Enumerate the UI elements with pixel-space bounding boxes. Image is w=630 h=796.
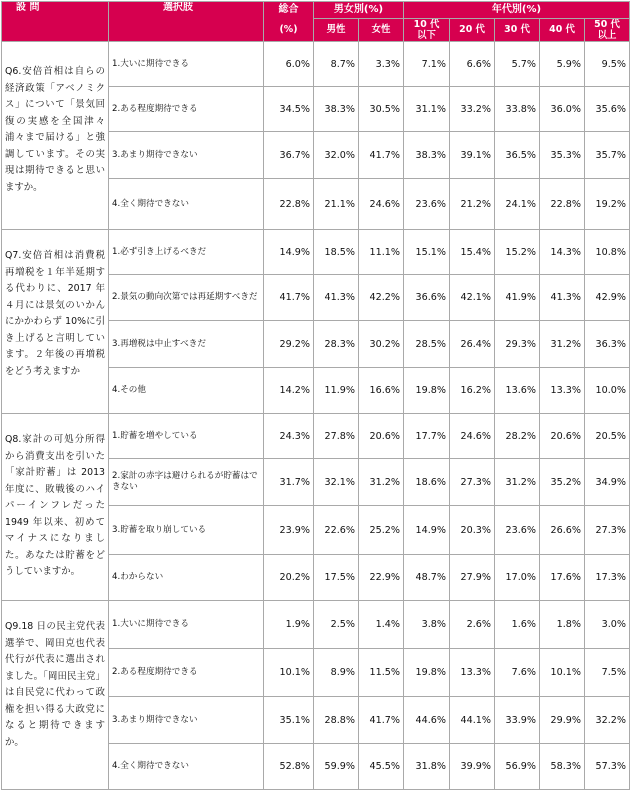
value-cell-total: 1.9%	[264, 601, 314, 649]
age-50s-line2: 以上	[597, 30, 617, 41]
choice-cell: 2.家計の赤字は避けられるが貯蓄はできない	[109, 459, 264, 506]
value-cell-a40: 13.3%	[540, 368, 585, 414]
value-cell-a50: 35.7%	[585, 132, 630, 179]
value-cell-a20: 39.9%	[450, 744, 495, 790]
value-cell-a30: 15.2%	[495, 230, 540, 275]
value-cell-male: 28.8%	[314, 697, 359, 744]
value-cell-a40: 41.3%	[540, 275, 585, 321]
age-30s-header: 30 代	[495, 19, 540, 42]
question-cell	[2, 42, 109, 230]
value-cell-a20: 15.4%	[450, 230, 495, 275]
value-cell-a50: 42.9%	[585, 275, 630, 321]
age-10s-line2: 以下	[417, 30, 436, 41]
value-cell-a20: 24.6%	[450, 414, 495, 459]
age-40s-header: 40 代	[540, 19, 585, 42]
table-body	[2, 42, 630, 790]
value-cell-a10: 14.9%	[404, 506, 450, 555]
value-cell-male: 41.3%	[314, 275, 359, 321]
value-cell-a30: 7.6%	[495, 649, 540, 697]
value-cell-a10: 44.6%	[404, 697, 450, 744]
value-cell-a30: 28.2%	[495, 414, 540, 459]
value-cell-female: 42.2%	[359, 275, 404, 321]
value-cell-a50: 20.5%	[585, 414, 630, 459]
table-header	[2, 2, 630, 42]
value-cell-a10: 15.1%	[404, 230, 450, 275]
choice-column-header: 選択肢	[109, 2, 264, 42]
question-text: Q7.安倍首相は消費税再増税を１年半延期する代わりに、2017 年４月には景気のいかんにかかわらず 10%に引き上げると言明しています。２年後の再増税をどう考えますか	[5, 250, 105, 377]
value-cell-a20: 27.3%	[450, 459, 495, 506]
value-cell-a50: 17.3%	[585, 555, 630, 601]
value-cell-a30: 33.9%	[495, 697, 540, 744]
value-cell-a30: 1.6%	[495, 601, 540, 649]
value-cell-a10: 38.3%	[404, 132, 450, 179]
table-row	[2, 230, 630, 275]
value-cell-a20: 42.1%	[450, 275, 495, 321]
value-cell-a20: 33.2%	[450, 87, 495, 132]
choice-cell: 4.その他	[109, 368, 264, 414]
value-cell-a40: 1.8%	[540, 601, 585, 649]
value-cell-a40: 58.3%	[540, 744, 585, 790]
value-cell-male: 27.8%	[314, 414, 359, 459]
value-cell-female: 30.2%	[359, 321, 404, 368]
total-header: 総合	[264, 2, 314, 19]
value-cell-total: 35.1%	[264, 697, 314, 744]
value-cell-a40: 5.9%	[540, 42, 585, 87]
value-cell-a20: 13.3%	[450, 649, 495, 697]
value-cell-a10: 17.7%	[404, 414, 450, 459]
value-cell-a30: 31.2%	[495, 459, 540, 506]
value-cell-female: 41.7%	[359, 697, 404, 744]
choice-cell: 3.再増税は中止すべきだ	[109, 321, 264, 368]
value-cell-a10: 19.8%	[404, 649, 450, 697]
value-cell-total: 36.7%	[264, 132, 314, 179]
age-10s-header	[404, 19, 450, 42]
value-cell-male: 2.5%	[314, 601, 359, 649]
value-cell-a10: 7.1%	[404, 42, 450, 87]
question-text: Q6.安倍首相は自らの経済政策「アベノミクス」について「景気回復の実感を全国津々浦々まで届ける」と強調しています。その実現は期待できると思いますか。	[5, 66, 105, 193]
value-cell-male: 17.5%	[314, 555, 359, 601]
value-cell-a10: 28.5%	[404, 321, 450, 368]
value-cell-male: 28.3%	[314, 321, 359, 368]
value-cell-a30: 17.0%	[495, 555, 540, 601]
value-cell-male: 8.9%	[314, 649, 359, 697]
value-cell-a20: 21.2%	[450, 179, 495, 230]
value-cell-a10: 3.8%	[404, 601, 450, 649]
value-cell-a20: 26.4%	[450, 321, 495, 368]
value-cell-a20: 20.3%	[450, 506, 495, 555]
value-cell-a50: 36.3%	[585, 321, 630, 368]
value-cell-a50: 35.6%	[585, 87, 630, 132]
value-cell-total: 23.9%	[264, 506, 314, 555]
choice-cell: 4.全く期待できない	[109, 744, 264, 790]
value-cell-total: 6.0%	[264, 42, 314, 87]
value-cell-a40: 35.2%	[540, 459, 585, 506]
value-cell-total: 52.8%	[264, 744, 314, 790]
value-cell-a10: 18.6%	[404, 459, 450, 506]
value-cell-a40: 10.1%	[540, 649, 585, 697]
age-10s-line1: 10 代	[413, 19, 440, 30]
gender-group-header: 男女別(%)	[314, 2, 404, 19]
value-cell-total: 34.5%	[264, 87, 314, 132]
choice-cell: 3.貯蓄を取り崩している	[109, 506, 264, 555]
question-cell	[2, 230, 109, 414]
choice-cell: 1.大いに期待できる	[109, 42, 264, 87]
question-cell	[2, 414, 109, 601]
value-cell-total: 14.9%	[264, 230, 314, 275]
female-header: 女性	[359, 19, 404, 42]
value-cell-a40: 29.9%	[540, 697, 585, 744]
value-cell-total: 14.2%	[264, 368, 314, 414]
value-cell-a40: 31.2%	[540, 321, 585, 368]
table-row	[2, 601, 630, 649]
value-cell-male: 11.9%	[314, 368, 359, 414]
value-cell-a30: 36.5%	[495, 132, 540, 179]
value-cell-a40: 22.8%	[540, 179, 585, 230]
value-cell-a40: 20.6%	[540, 414, 585, 459]
value-cell-female: 1.4%	[359, 601, 404, 649]
value-cell-total: 24.3%	[264, 414, 314, 459]
value-cell-female: 25.2%	[359, 506, 404, 555]
value-cell-a10: 31.1%	[404, 87, 450, 132]
value-cell-a40: 35.3%	[540, 132, 585, 179]
value-cell-a10: 31.8%	[404, 744, 450, 790]
value-cell-a10: 48.7%	[404, 555, 450, 601]
table-row	[2, 414, 630, 459]
value-cell-a40: 36.0%	[540, 87, 585, 132]
value-cell-a30: 41.9%	[495, 275, 540, 321]
value-cell-male: 32.0%	[314, 132, 359, 179]
value-cell-a20: 6.6%	[450, 42, 495, 87]
value-cell-a30: 29.3%	[495, 321, 540, 368]
value-cell-a50: 10.8%	[585, 230, 630, 275]
question-cell	[2, 601, 109, 790]
value-cell-a50: 27.3%	[585, 506, 630, 555]
value-cell-total: 41.7%	[264, 275, 314, 321]
value-cell-a30: 23.6%	[495, 506, 540, 555]
age-50s-header	[585, 19, 630, 42]
value-cell-female: 11.1%	[359, 230, 404, 275]
value-cell-a10: 23.6%	[404, 179, 450, 230]
male-header: 男性	[314, 19, 359, 42]
value-cell-total: 10.1%	[264, 649, 314, 697]
value-cell-a10: 36.6%	[404, 275, 450, 321]
value-cell-female: 20.6%	[359, 414, 404, 459]
value-cell-a30: 56.9%	[495, 744, 540, 790]
value-cell-a50: 57.3%	[585, 744, 630, 790]
value-cell-a20: 16.2%	[450, 368, 495, 414]
age-group-header: 年代別(%)	[404, 2, 630, 19]
value-cell-a20: 27.9%	[450, 555, 495, 601]
choice-cell: 1.貯蓄を増やしている	[109, 414, 264, 459]
value-cell-male: 21.1%	[314, 179, 359, 230]
value-cell-a30: 33.8%	[495, 87, 540, 132]
choice-cell: 4.わからない	[109, 555, 264, 601]
value-cell-a50: 34.9%	[585, 459, 630, 506]
value-cell-female: 31.2%	[359, 459, 404, 506]
age-50s-line1: 50 代	[594, 19, 620, 30]
value-cell-male: 22.6%	[314, 506, 359, 555]
value-cell-male: 38.3%	[314, 87, 359, 132]
value-cell-a50: 9.5%	[585, 42, 630, 87]
value-cell-a30: 5.7%	[495, 42, 540, 87]
value-cell-female: 24.6%	[359, 179, 404, 230]
value-cell-a30: 24.1%	[495, 179, 540, 230]
value-cell-a30: 13.6%	[495, 368, 540, 414]
choice-cell: 2.景気の動向次第では再延期すべきだ	[109, 275, 264, 321]
value-cell-total: 31.7%	[264, 459, 314, 506]
value-cell-female: 30.5%	[359, 87, 404, 132]
value-cell-a50: 10.0%	[585, 368, 630, 414]
value-cell-male: 18.5%	[314, 230, 359, 275]
table-row	[2, 42, 630, 87]
value-cell-a40: 17.6%	[540, 555, 585, 601]
value-cell-total: 22.8%	[264, 179, 314, 230]
choice-cell: 3.あまり期待できない	[109, 132, 264, 179]
value-cell-a20: 39.1%	[450, 132, 495, 179]
value-cell-a50: 7.5%	[585, 649, 630, 697]
choice-cell: 4.全く期待できない	[109, 179, 264, 230]
value-cell-male: 32.1%	[314, 459, 359, 506]
value-cell-female: 45.5%	[359, 744, 404, 790]
value-cell-female: 41.7%	[359, 132, 404, 179]
question-text: Q9.18 日の民主党代表選挙で、岡田克也代表代行が代表に選出されました。「岡田民主党」は自民党に代わって政権を担い得る大政党になると期待できますか。	[5, 621, 105, 748]
value-cell-female: 16.6%	[359, 368, 404, 414]
choice-cell: 2.ある程度期待できる	[109, 649, 264, 697]
value-cell-a50: 32.2%	[585, 697, 630, 744]
value-cell-male: 59.9%	[314, 744, 359, 790]
choice-cell: 3.あまり期待できない	[109, 697, 264, 744]
survey-results-table	[1, 1, 630, 790]
choice-cell: 1.必ず引き上げるべきだ	[109, 230, 264, 275]
value-cell-a50: 19.2%	[585, 179, 630, 230]
choice-cell: 2.ある程度期待できる	[109, 87, 264, 132]
value-cell-female: 22.9%	[359, 555, 404, 601]
question-column-header: 設 問	[2, 2, 109, 42]
value-cell-a20: 2.6%	[450, 601, 495, 649]
value-cell-female: 11.5%	[359, 649, 404, 697]
value-cell-a50: 3.0%	[585, 601, 630, 649]
question-text: Q8.家計の可処分所得から消費支出を引いた「家計貯蓄」は 2013 年度に、敗戦後のハイパーインフレだった 1949 年以来、初めてマイナスになりました。あなたは貯蓄をどうしていますか。	[5, 434, 105, 577]
total-unit-header: (%)	[264, 19, 314, 42]
value-cell-female: 3.3%	[359, 42, 404, 87]
value-cell-male: 8.7%	[314, 42, 359, 87]
value-cell-a40: 26.6%	[540, 506, 585, 555]
value-cell-a10: 19.8%	[404, 368, 450, 414]
value-cell-total: 29.2%	[264, 321, 314, 368]
value-cell-a40: 14.3%	[540, 230, 585, 275]
choice-cell: 1.大いに期待できる	[109, 601, 264, 649]
value-cell-total: 20.2%	[264, 555, 314, 601]
age-20s-header: 20 代	[450, 19, 495, 42]
value-cell-a20: 44.1%	[450, 697, 495, 744]
